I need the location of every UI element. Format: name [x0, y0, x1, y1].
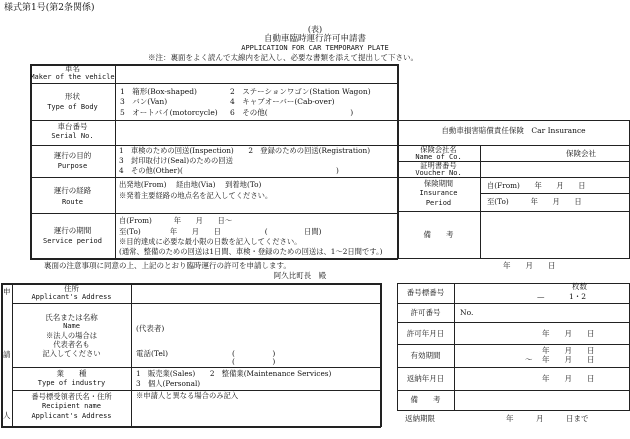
applicant-border-right [380, 283, 382, 427]
body-option-motorcycle[interactable]: 5 オートバイ(motorcycle) [120, 108, 218, 117]
insurance-period-label-en1: Insurance [419, 189, 458, 197]
period-from[interactable]: 自(From) 年 月 日～ [119, 216, 233, 225]
permit-date-value[interactable]: 年 月 日 [542, 329, 595, 338]
body-type-label: 形状 [65, 92, 80, 101]
applicant-side-mid: 請 [3, 350, 11, 359]
permit-no-label: 許可番号 [410, 308, 441, 317]
purpose-label-en: Purpose [57, 162, 88, 170]
insurance-remarks-field[interactable] [482, 213, 628, 256]
recipient-label: 番号標受領者氏名・住所 [31, 392, 112, 401]
return-date-label: 返納年月日 [406, 374, 445, 383]
name-label-note3: 記入してください [42, 349, 101, 358]
table-line [30, 213, 398, 214]
page-title: 自動車臨時運行許可申請書 [263, 34, 366, 44]
tel-field-1[interactable]: ( ) [232, 349, 276, 358]
validity-to[interactable]: 年 月 日 [542, 355, 595, 364]
serial-label: 車台番号 [57, 122, 88, 131]
body-option-box[interactable]: 1 箱形(Box-shaped) [120, 87, 197, 96]
plate-dash: — [537, 292, 545, 301]
instruction-note: ※注：裏面をよく読んで太線内を記入し、必要な書類を添えて提出して下さい。 [148, 53, 418, 62]
route-note: ※発着主要経路の地点名を記入してください。 [119, 191, 273, 200]
table-line [397, 322, 630, 323]
insurance-title: 自動車損害賠償責任保険 Car Insurance [441, 126, 586, 135]
name-label-note2: 代表者名も [53, 340, 90, 349]
table-border-bottom [30, 258, 398, 260]
table-line [397, 367, 630, 368]
insurance-period-label: 保険期間 [423, 179, 454, 188]
validity-tilde: ～ [525, 355, 533, 364]
body-option-other[interactable]: 6 その他( ) [230, 108, 354, 117]
body-option-cab-over[interactable]: 4 キャブオーバー(Cab-over) [230, 97, 335, 106]
table-line [397, 344, 630, 345]
insurance-company-label-en: Name of Co. [415, 153, 462, 161]
applicant-side-top: 申 [3, 287, 11, 296]
address-field[interactable] [133, 285, 378, 302]
applicant-side-bottom: 人 [3, 411, 11, 420]
table-line [397, 390, 630, 391]
purpose-option-line1[interactable]: 1 車検のための回送(Inspection) 2 登録のための回送(Registration) [119, 146, 371, 155]
table-line [397, 258, 630, 259]
representative-label[interactable]: (代表者) [136, 324, 165, 333]
purpose-option-line3[interactable]: 4 その他(Other)( ) [119, 166, 339, 175]
table-line [397, 410, 630, 411]
purpose-label: 運行の目的 [53, 151, 92, 160]
permit-date-label: 許可年月日 [406, 329, 445, 338]
table-line [12, 367, 381, 368]
period-note: ※目的達成に必要な最小限の日数を記入してください。 [119, 237, 302, 246]
table-mark: (表) [307, 25, 323, 34]
deadline-value[interactable]: 年 月 日まで [506, 414, 589, 423]
period-label: 運行の期間 [53, 226, 92, 235]
table-line [454, 283, 455, 410]
period-to[interactable]: 至(To) 年 月 日 ( 日間) [119, 227, 322, 236]
insurance-to[interactable]: 至(To) 年 月 日 [487, 197, 582, 206]
page-title-en: APPLICATION FOR CAR TEMPORARY PLATE [241, 44, 389, 52]
body-option-station-wagon[interactable]: 2 ステーションワゴン(Station Wagon) [230, 87, 371, 96]
table-line [397, 211, 630, 212]
address-label: 住所 [64, 284, 79, 293]
table-line [30, 83, 398, 84]
deadline-label: 返納期限 [405, 414, 435, 423]
table-divider [131, 283, 132, 427]
voucher-field[interactable] [482, 162, 628, 176]
table-line [30, 177, 398, 178]
addressee: 阿久比町長 殿 [273, 271, 327, 280]
table-line [481, 193, 630, 194]
voucher-label: 証明書番号 [420, 161, 457, 170]
plate-sheets-label: 枚数 [572, 282, 587, 291]
serial-field[interactable] [117, 122, 395, 144]
table-line [397, 283, 630, 284]
validity-label: 有効期間 [410, 351, 441, 360]
table-line [30, 120, 630, 121]
serial-label-en: Serial No. [51, 132, 94, 140]
name-label-en: Name [63, 322, 80, 330]
name-label-note1: ※法人の場合は [45, 331, 98, 340]
period-label-en: Service period [42, 237, 102, 245]
industry-options-1[interactable]: 1 販売業(Sales) 2 整備業(Maintenance Services) [136, 369, 332, 378]
industry-options-2[interactable]: 3 個人(Personal) [136, 379, 201, 388]
plate-count[interactable]: 1・2 [569, 292, 587, 301]
route-label: 運行の経路 [53, 186, 92, 195]
vehicle-name-label: 車名 [65, 64, 80, 73]
period-note-detail: (通常、整備のための回送は1日間、車検・登録のための回送は、1～2日間です。) [119, 247, 383, 256]
declaration-text: 裏面の注意事項に同意の上、上記のとおり臨時運行の許可を申請します。 [44, 261, 291, 270]
plate-number-label: 番号標番号 [406, 288, 445, 297]
tel-label: 電話(Tel) [136, 349, 169, 358]
vehicle-name-field[interactable] [117, 66, 395, 82]
recipient-address-label-en: Applicant's Address [31, 412, 112, 420]
route-from-via-to[interactable]: 出発地(From) 経由地(Via) 到着地(To) [119, 180, 262, 189]
insurance-company-label: 保険会社名 [420, 145, 457, 154]
permit-no-value[interactable]: No. [460, 308, 474, 317]
name-label: 氏名または名称 [45, 313, 98, 322]
tel-field-2[interactable]: ( ) [232, 357, 276, 366]
route-label-en: Route [61, 198, 84, 206]
purpose-option-line2[interactable]: 3 封印取付け(Seal)のための回送 [119, 156, 233, 165]
return-date-value[interactable]: 年 月 日 [542, 374, 595, 383]
insurance-period-label-en2: Period [425, 199, 452, 207]
table-line [397, 303, 630, 304]
body-type-label-en: Type of Body [47, 103, 98, 111]
table-line [12, 303, 381, 304]
table-divider [115, 64, 116, 259]
voucher-label-en: Voucher No. [415, 169, 462, 177]
table-line [397, 177, 630, 178]
body-option-van[interactable]: 3 バン(Van) [120, 97, 168, 106]
form-number: 様式第1号(第2条関係) [4, 3, 95, 13]
applicant-border-bottom [1, 426, 381, 428]
recipient-label-en: Recipient name [41, 402, 101, 410]
insurance-from[interactable]: 自(From) 年 月 日 [487, 181, 586, 190]
industry-label: 業 種 [56, 369, 87, 378]
table-line [397, 283, 398, 410]
validity-from[interactable]: 年 月 日 [542, 346, 595, 355]
office-remarks-label: 備 考 [410, 395, 441, 404]
recipient-note: ※申請人と異なる場合のみ記入 [136, 391, 239, 400]
vehicle-name-label-en: Maker of the vehicle [30, 73, 115, 81]
industry-label-en: Type of industry [37, 379, 106, 387]
address-label-en: Applicant's Address [31, 293, 112, 301]
insurance-company-value[interactable]: 保険会社 [566, 149, 596, 158]
declaration-date[interactable]: 年 月 日 [503, 261, 556, 270]
insurance-remarks-label: 備 考 [423, 230, 454, 239]
